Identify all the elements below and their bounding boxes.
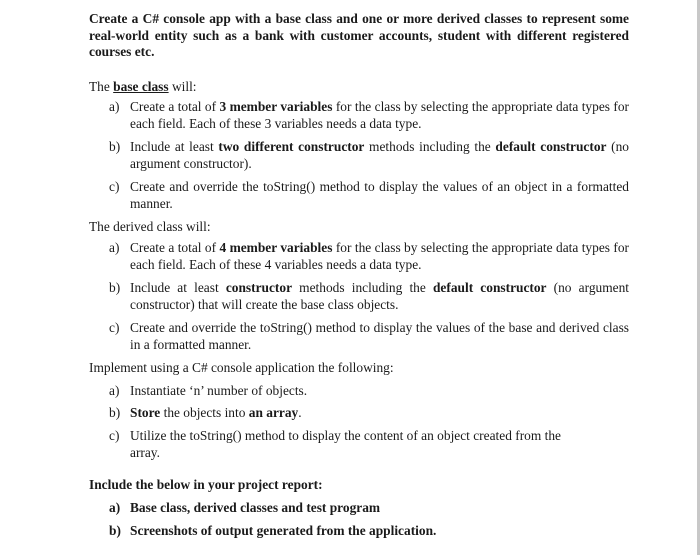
item-text: (no argument constructor) that will create the base class objects. [130, 280, 629, 312]
item-text: Instantiate ‘n’ number of objects. [130, 383, 308, 398]
item-label: b) [109, 139, 121, 154]
item-label: a) [109, 383, 120, 398]
implement-item-b [109, 405, 629, 422]
item-label: a) [109, 99, 120, 114]
item-bold-text: 4 member variables [219, 240, 333, 255]
item-text: Utilize the toString() method to display the content of an object created from the array. [130, 428, 561, 460]
item-text: methods including the [364, 139, 496, 154]
derived-item-a [109, 240, 629, 273]
item-text: Create a total of [130, 99, 220, 114]
implement-heading: Implement using a C# console application the following: [89, 360, 394, 375]
item-bold-text: 3 member variables [219, 99, 333, 114]
base-item-a [109, 99, 629, 132]
derived-item-c [109, 320, 629, 353]
item-text: Create and override the toString() method to display the values of an object in a formatted manner. [130, 179, 629, 211]
derived-item-b [109, 280, 629, 313]
base-item-c [109, 179, 629, 212]
item-text: for the class by selecting the appropriate data types for each field. Each of these 4 variables needs a data type. [130, 240, 630, 272]
item-label: a) [109, 240, 120, 255]
item-bold-text: default constructor [495, 139, 607, 154]
item-bold-text: constructor [225, 280, 293, 295]
report-item-b [109, 523, 629, 540]
item-bold-text: default constructor [432, 280, 547, 295]
base-heading-prefix: The [89, 79, 114, 94]
assignment-intro: Create a C# console app with a base class and one or more derived classes to represent some real-world entity such as a bank with customer accounts, student with different registered courses etc. [89, 11, 629, 59]
item-text: the objects into [160, 405, 249, 420]
base-class-term: base class [113, 79, 169, 94]
implement-item-a [109, 383, 629, 400]
item-label: c) [109, 428, 120, 443]
item-bold-text: two different constructor [218, 139, 365, 154]
item-text: methods including the [292, 280, 433, 295]
implement-item-c [109, 428, 589, 461]
derived-class-heading: The derived class will: [89, 219, 211, 234]
item-text: Screenshots of output generated from the application. [130, 523, 437, 538]
item-text: Include at least [130, 280, 226, 295]
item-bold-text: an array [248, 405, 299, 420]
item-text: Include at least [130, 139, 219, 154]
item-label: c) [109, 179, 120, 194]
item-label: b) [109, 405, 121, 420]
item-text: . [298, 405, 302, 420]
base-class-heading [89, 79, 197, 95]
base-item-b [109, 139, 629, 172]
item-label: b) [109, 523, 121, 538]
item-label: a) [109, 500, 121, 515]
report-item-a [109, 500, 629, 517]
item-text: Create a total of [130, 240, 220, 255]
report-heading: Include the below in your project report: [89, 477, 323, 492]
item-text: Create and override the toString() method to display the values of the base and derived class in a formatted manner. [130, 320, 629, 352]
item-bold-text: Store [130, 405, 161, 420]
item-label: c) [109, 320, 120, 335]
item-label: b) [109, 280, 121, 295]
base-heading-suffix: will: [168, 79, 197, 94]
item-text: (no argument constructor). [130, 139, 629, 171]
item-text: Base class, derived classes and test program [130, 500, 381, 515]
item-text: for the class by selecting the appropriate data types for each field. Each of these 3 variables needs a data type. [130, 99, 630, 131]
